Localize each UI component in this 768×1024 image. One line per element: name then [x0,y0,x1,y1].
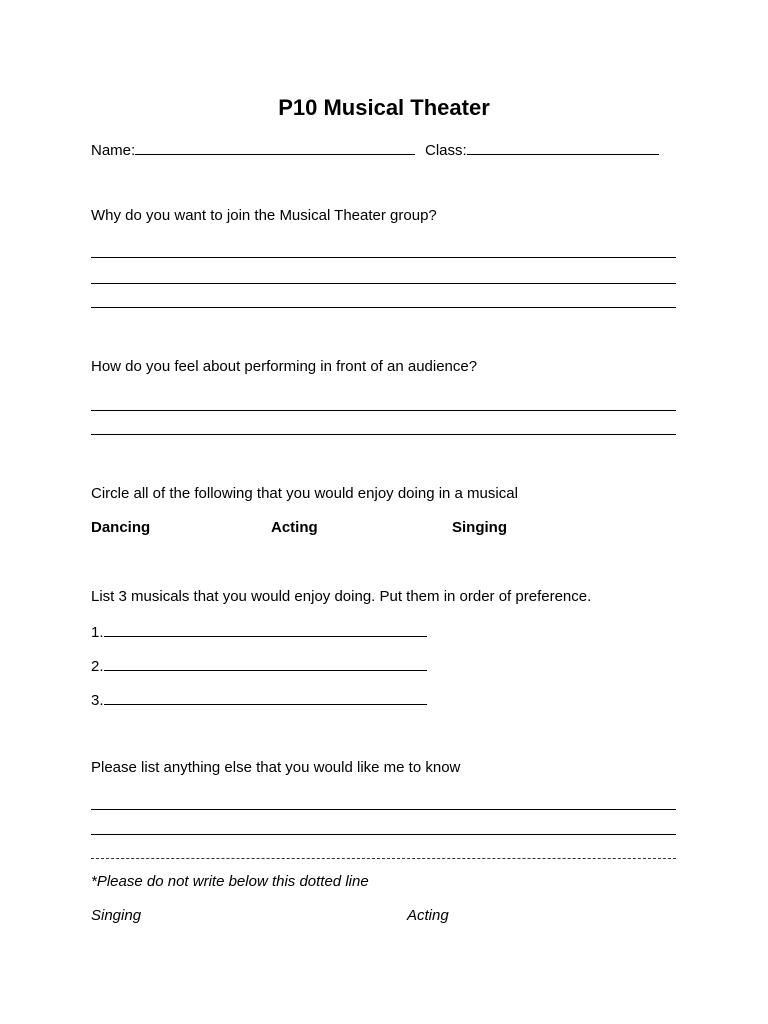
list-number: 3. [91,692,104,709]
answer-line[interactable] [91,283,676,284]
musical-blank[interactable] [104,690,427,705]
answer-line[interactable] [91,809,676,810]
musical-blank[interactable] [104,622,427,637]
class-blank[interactable] [467,140,659,155]
staff-field-acting: Acting [407,907,449,924]
musical-blank[interactable] [104,656,427,671]
answer-line[interactable] [91,434,676,435]
answer-line[interactable] [91,257,676,258]
question-performing: How do you feel about performing in front of an audience? [91,358,478,375]
name-blank[interactable] [135,140,415,155]
staff-only-note: *Please do not write below this dotted line [91,873,369,890]
list-number: 2. [91,658,104,675]
name-field[interactable] [91,140,415,159]
answer-line[interactable] [91,834,676,835]
answer-line[interactable] [91,307,676,308]
page-title: P10 Musical Theater [278,95,490,120]
dotted-divider [91,858,676,859]
question-list-musicals: List 3 musicals that you would enjoy doing. Put them in order of preference. [91,588,592,605]
musical-item-1[interactable] [91,622,427,641]
list-number: 1. [91,624,104,641]
class-label: Class: [425,142,467,159]
answer-line[interactable] [91,410,676,411]
staff-field-singing: Singing [91,907,142,924]
question-anything-else: Please list anything else that you would like me to know [91,759,461,776]
musical-item-2[interactable] [91,656,427,675]
option-acting[interactable]: Acting [271,519,318,536]
question-circle-options: Circle all of the following that you would enjoy doing in a musical [91,485,518,502]
option-singing[interactable]: Singing [452,519,507,536]
musical-item-3[interactable] [91,690,427,709]
option-dancing[interactable]: Dancing [91,519,151,536]
name-label: Name: [91,142,136,159]
question-why-join: Why do you want to join the Musical Theater group? [91,207,437,224]
class-field[interactable] [425,140,659,159]
